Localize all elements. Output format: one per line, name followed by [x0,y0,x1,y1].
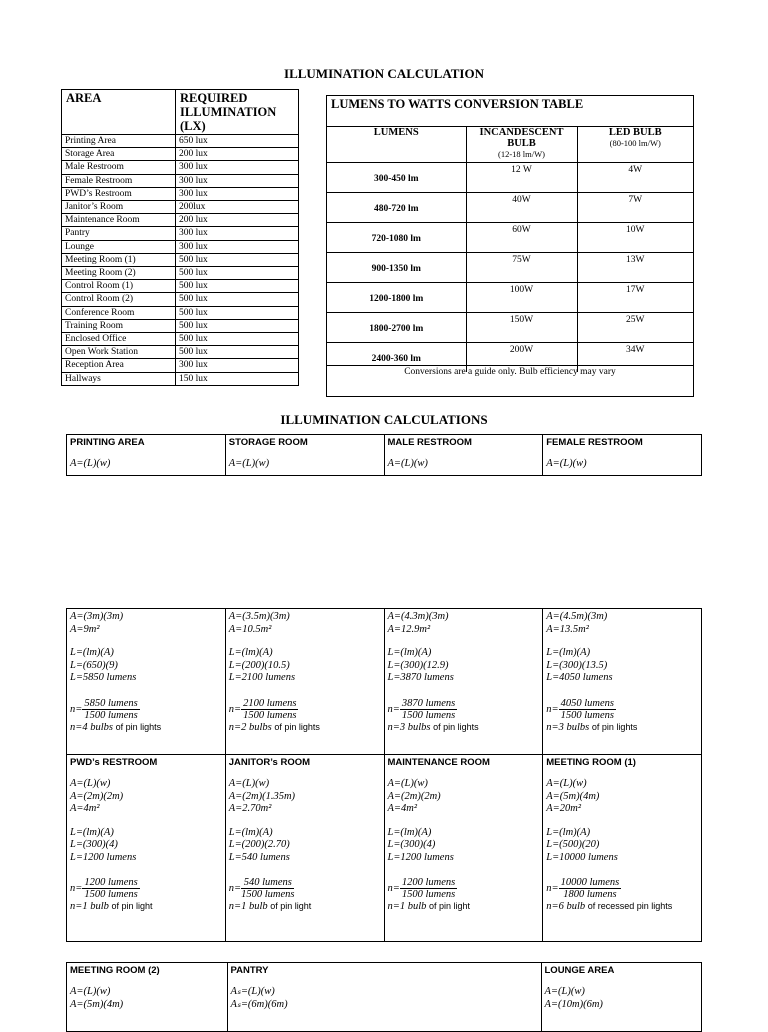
table-row [62,306,299,319]
bulb-count: n=2 bulbs [228,721,272,733]
spacer [388,816,540,827]
lumen-formula: L=(lm)(A) [387,647,432,658]
lumens-cell: 1200-1800 lm [327,283,466,313]
spacer [229,685,381,696]
lumen-values: L=(300)(13.5) [546,659,608,671]
area-cell: Lounge [62,240,176,253]
area-formula: A=(L)(w) [546,458,587,469]
table-row [62,148,299,161]
area-dimensions: A=(2m)(1.35m) [228,790,296,802]
area-cell: Enclosed Office [62,333,176,346]
incandescent-cell: 200W [466,343,577,373]
calc-cell [67,963,227,1031]
incandescent-cell: 75W [466,253,577,283]
lumen-result: L=540 lumens [228,851,290,863]
column-header-led: LED BULB (80-100 lm/W) [577,127,693,163]
calc-cell [384,435,543,475]
area-dimensions: A=(5m)(4m) [70,998,124,1010]
area-heading: JANITOR’s ROOM [228,757,311,768]
spacer [546,685,698,696]
bulb-count: n=1 bulb [70,901,109,912]
denominator: 1500 lumens [401,889,456,900]
denominator: 1500 lumens [241,889,295,900]
incandescent-cell: 100W [466,283,577,313]
lux-cell: 500 lux [176,280,299,293]
area-result: A=13.5m² [546,623,589,635]
area-heading: MEETING ROOM (2) [70,965,160,976]
area-dimensions: A=(4.3m)(3m) [387,611,449,622]
denominator: 1500 lumens [84,889,138,900]
area-cell: Janitor’s Room [62,201,176,214]
area-heading: PRINTING AREA [70,437,145,448]
denominator: 1500 lumens [401,709,456,721]
lumens-cell: 1800-2700 lm [327,313,466,343]
lux-cell: 500 lux [176,293,299,306]
area-cell: Hallways [62,372,176,385]
area-formula: A=(L)(w) [387,458,428,469]
table-row [62,161,299,174]
bulb-count: n=1 bulb [228,901,268,912]
area-heading: LOUNGE AREA [544,965,615,976]
lumens-to-watts-table [326,95,694,397]
bulb-count: n=4 bulbs [70,721,113,733]
lumen-values: L=(650)(9) [70,659,118,671]
denominator: 1500 lumens [560,709,614,721]
n-label: n= [228,882,242,894]
area-cell: Pantry [62,227,176,240]
numerator: 1200 lumens [401,877,456,888]
lumen-result: L=4050 lumens [546,672,613,683]
area-cell: Open Work Station [62,346,176,359]
table-row [62,346,299,359]
table-row [327,193,693,223]
area-formula: A=(L)(w) [228,458,270,469]
area-cell: Printing Area [62,135,176,148]
lumen-result: L=10000 lumens [546,851,618,863]
table-row [327,313,693,343]
lumen-result: L=2100 lumens [228,672,296,683]
document-title: ILLUMINATION CALCULATION [284,66,484,81]
area-formula: A=(L)(w) [387,778,428,789]
lux-cell: 300 lux [176,187,299,200]
area-heading: STORAGE ROOM [228,437,308,448]
column-header-required-illumination: REQUIRED ILLUMINATION (LX) [176,90,299,135]
lumen-result: L=1200 lumens [387,851,454,863]
area-cell: Conference Room [62,306,176,319]
denominator: 1500 lumens [243,709,297,721]
area-dimensions: A=(2m)(2m) [387,790,441,802]
spacer [388,864,540,875]
lux-cell: 300 lux [176,359,299,372]
bulb-result [388,721,540,735]
table-row [62,187,299,200]
table-row [62,333,299,346]
calc-cell [542,435,701,475]
spacer [70,864,222,875]
area-result: A=4m² [70,803,100,814]
bulb-count: n=1 bulb [387,901,427,912]
area-heading: MAINTENANCE ROOM [387,757,490,768]
table-row [62,240,299,253]
numerator: 2100 lumens [243,697,297,709]
n-label: n= [387,703,400,715]
area-formula: Aₛ=(L)(w) [230,986,275,997]
lumen-formula: L=(lm)(A) [70,826,114,838]
fraction [400,698,457,721]
denominator: 1800 lumens [563,889,617,900]
calc-cell [225,435,384,475]
table-row [62,267,299,280]
lux-cell: 300 lux [176,174,299,187]
table-row [62,319,299,332]
bulb-result [229,721,381,735]
calc-cell [225,609,384,755]
led-cell: 34W [577,343,693,373]
table-row [327,163,693,193]
bulb-result [70,900,222,914]
lumens-cell: 480-720 lm [327,193,466,223]
area-heading: PANTRY [230,965,269,976]
column-header-lumens: LUMENS [327,127,466,163]
area-cell: Male Restroom [62,161,176,174]
calc-cell [384,755,543,941]
lumens-cell: 300-450 lm [327,163,466,193]
calc-cell [67,609,225,755]
fraction-line [229,698,381,721]
lumens-cell: 900-1350 lm [327,253,466,283]
area-formula: A=(L)(w) [544,986,585,997]
area-cell: Control Room (1) [62,280,176,293]
table-row [62,372,299,385]
incandescent-cell: 12 W [466,163,577,193]
calc-cell [227,963,541,1031]
area-cell: Meeting Room (2) [62,267,176,280]
n-label: n= [546,882,559,894]
table-row [62,280,299,293]
table-row [327,223,693,253]
fraction-line [546,698,698,721]
lux-cell: 500 lux [176,346,299,359]
bulb-result [546,900,698,914]
calc-cell [542,609,701,755]
bulb-type: of pin light [270,901,312,911]
led-cell: 25W [577,313,693,343]
denominator: 1500 lumens [84,709,138,721]
lux-cell: 300 lux [176,161,299,174]
lumen-values: L=(500)(20) [546,839,600,850]
n-label: n= [70,882,83,894]
area-cell: PWD’s Restroom [62,187,176,200]
n-label: n= [546,703,559,715]
led-cell: 10W [577,223,693,253]
calc-cell [67,755,225,941]
bulb-count: n=3 bulbs [546,721,590,733]
bulb-type: of pin light [429,901,471,911]
calc-cell [225,755,384,941]
calc-row-1 [66,608,702,755]
lumen-formula: L=(lm)(A) [228,826,273,838]
lumens-cell: 720-1080 lm [327,223,466,253]
n-label: n= [387,882,400,894]
spacer [229,816,381,827]
calc-row-2 [66,754,702,942]
column-header-area: AREA [62,90,176,135]
conversion-note: Conversions are a guide only. Bulb efficiency may vary [327,365,693,397]
led-cell: 7W [577,193,693,223]
table-row [62,135,299,148]
fraction [241,698,298,721]
lux-cell: 500 lux [176,333,299,346]
lumen-result: L=5850 lumens [70,672,137,683]
fraction-line [388,698,540,721]
lumen-formula: L=(lm)(A) [228,647,273,658]
numerator: 1200 lumens [84,877,138,888]
bulb-type: of pin lights [433,721,479,732]
lux-cell: 300 lux [176,227,299,240]
calc-row-3 [66,962,702,1032]
spacer [546,816,698,827]
lux-cell: 200 lux [176,148,299,161]
spacer [546,864,698,875]
area-formula: A=(L)(w) [70,986,111,997]
lux-cell: 200lux [176,201,299,214]
area-formula: A=(L)(w) [228,778,270,789]
area-heading: FEMALE RESTROOM [546,437,643,448]
fraction [82,877,139,900]
numerator: 5850 lumens [84,697,138,709]
area-result: A=2.70m² [228,803,272,814]
area-result: A=20m² [546,803,581,814]
area-result: A=10.5m² [228,623,272,635]
calc-cell [384,609,543,755]
led-cell: 4W [577,163,693,193]
lumen-values: L=(300)(4) [387,839,436,850]
area-result: A=4m² [387,803,417,814]
area-formula: A=(L)(w) [70,458,111,469]
lumen-formula: L=(lm)(A) [70,647,114,658]
area-heading: PWD’s RESTROOM [70,757,158,768]
fraction [82,698,139,721]
spacer [388,685,540,696]
table-row [62,227,299,240]
bulb-result [229,900,381,914]
calc-header-row [66,434,702,476]
incandescent-cell: 60W [466,223,577,253]
table-row [62,253,299,266]
fraction [559,877,622,900]
table-row [62,201,299,214]
area-cell: Training Room [62,319,176,332]
fraction-line [388,877,540,900]
lumen-values: L=(300)(12.9) [387,659,449,671]
area-dimensions: A=(2m)(2m) [70,790,124,802]
fraction [559,698,616,721]
area-dimensions: A=(5m)(4m) [546,790,600,802]
lumen-result: L=3870 lumens [387,672,454,683]
area-dimensions: A=(3.5m)(3m) [228,611,290,622]
area-formula: A=(L)(w) [546,778,587,789]
numerator: 3870 lumens [401,697,456,709]
spacer [229,636,381,647]
area-formula: A=(L)(w) [70,778,111,789]
spacer [70,816,222,827]
incandescent-cell: 150W [466,313,577,343]
area-cell: Reception Area [62,359,176,372]
area-heading: MALE RESTROOM [387,437,472,448]
led-cell: 17W [577,283,693,313]
lumen-values: L=(200)(10.5) [228,659,290,671]
lumens-cell: 2400-360 lm [327,343,466,373]
n-label: n= [70,703,83,715]
required-illumination-table [61,89,299,386]
calculations-title: ILLUMINATION CALCULATIONS [280,412,488,427]
lux-cell: 500 lux [176,267,299,280]
bulb-type: of pin light [111,901,153,911]
n-label: n= [228,703,242,715]
area-dimensions: A=(3m)(3m) [70,611,124,622]
lumen-values: L=(300)(4) [70,839,118,850]
bulb-count: n=6 bulb [546,901,586,912]
area-cell: Storage Area [62,148,176,161]
table-row [327,283,693,313]
area-cell: Female Restroom [62,174,176,187]
bulb-result [70,721,222,735]
table-row [62,293,299,306]
bulb-type: of pin lights [115,721,162,732]
spacer [546,636,698,647]
calc-cell [67,435,225,475]
lux-cell: 150 lux [176,372,299,385]
led-cell: 13W [577,253,693,283]
bulb-result [546,721,698,735]
area-cell: Control Room (2) [62,293,176,306]
lumen-formula: L=(lm)(A) [546,826,591,838]
fraction [241,877,294,900]
fraction-line [229,877,381,900]
bulb-type: of pin lights [274,721,320,732]
fraction-line [546,877,698,900]
numerator: 540 lumens [241,877,294,889]
fraction [400,877,457,900]
spacer [70,636,222,647]
lux-cell: 500 lux [176,319,299,332]
area-result: A=12.9m² [387,623,431,635]
lux-cell: 500 lux [176,253,299,266]
column-header-incandescent: INCANDESCENT BULB (12-18 lm/W) [466,127,577,163]
lumen-values: L=(200)(2.70) [228,839,290,850]
spacer [70,685,222,696]
spacer [229,864,381,875]
numerator: 4050 lumens [560,697,614,709]
area-dimensions: A=(4.5m)(3m) [546,611,608,622]
area-cell: Meeting Room (1) [62,253,176,266]
bulb-count: n=3 bulbs [387,721,431,733]
spacer [388,636,540,647]
incandescent-cell: 40W [466,193,577,223]
bulb-result [388,900,540,914]
area-cell: Maintenance Room [62,214,176,227]
table-row [62,174,299,187]
bulb-type: of recessed pin lights [587,901,673,911]
area-dimensions: A=(10m)(6m) [544,998,603,1010]
lumen-formula: L=(lm)(A) [546,647,591,658]
conversion-table-title: LUMENS TO WATTS CONVERSION TABLE [331,97,584,111]
lux-cell: 300 lux [176,240,299,253]
lux-cell: 650 lux [176,135,299,148]
numerator: 10000 lumens [560,877,620,888]
table-row [62,214,299,227]
lumen-formula: L=(lm)(A) [387,826,432,838]
lumen-result: L=1200 lumens [70,851,137,863]
calc-cell [542,755,701,941]
fraction-line [70,698,222,721]
area-heading: MEETING ROOM (1) [546,757,636,768]
area-result: A=9m² [70,623,100,635]
lux-cell: 200 lux [176,214,299,227]
fraction-line [70,877,222,900]
lux-cell: 500 lux [176,306,299,319]
area-dimensions: Aₛ=(6m)(6m) [230,998,288,1010]
calc-cell [541,963,702,1031]
table-row [62,359,299,372]
bulb-type: of pin lights [591,721,638,732]
table-row [327,253,693,283]
